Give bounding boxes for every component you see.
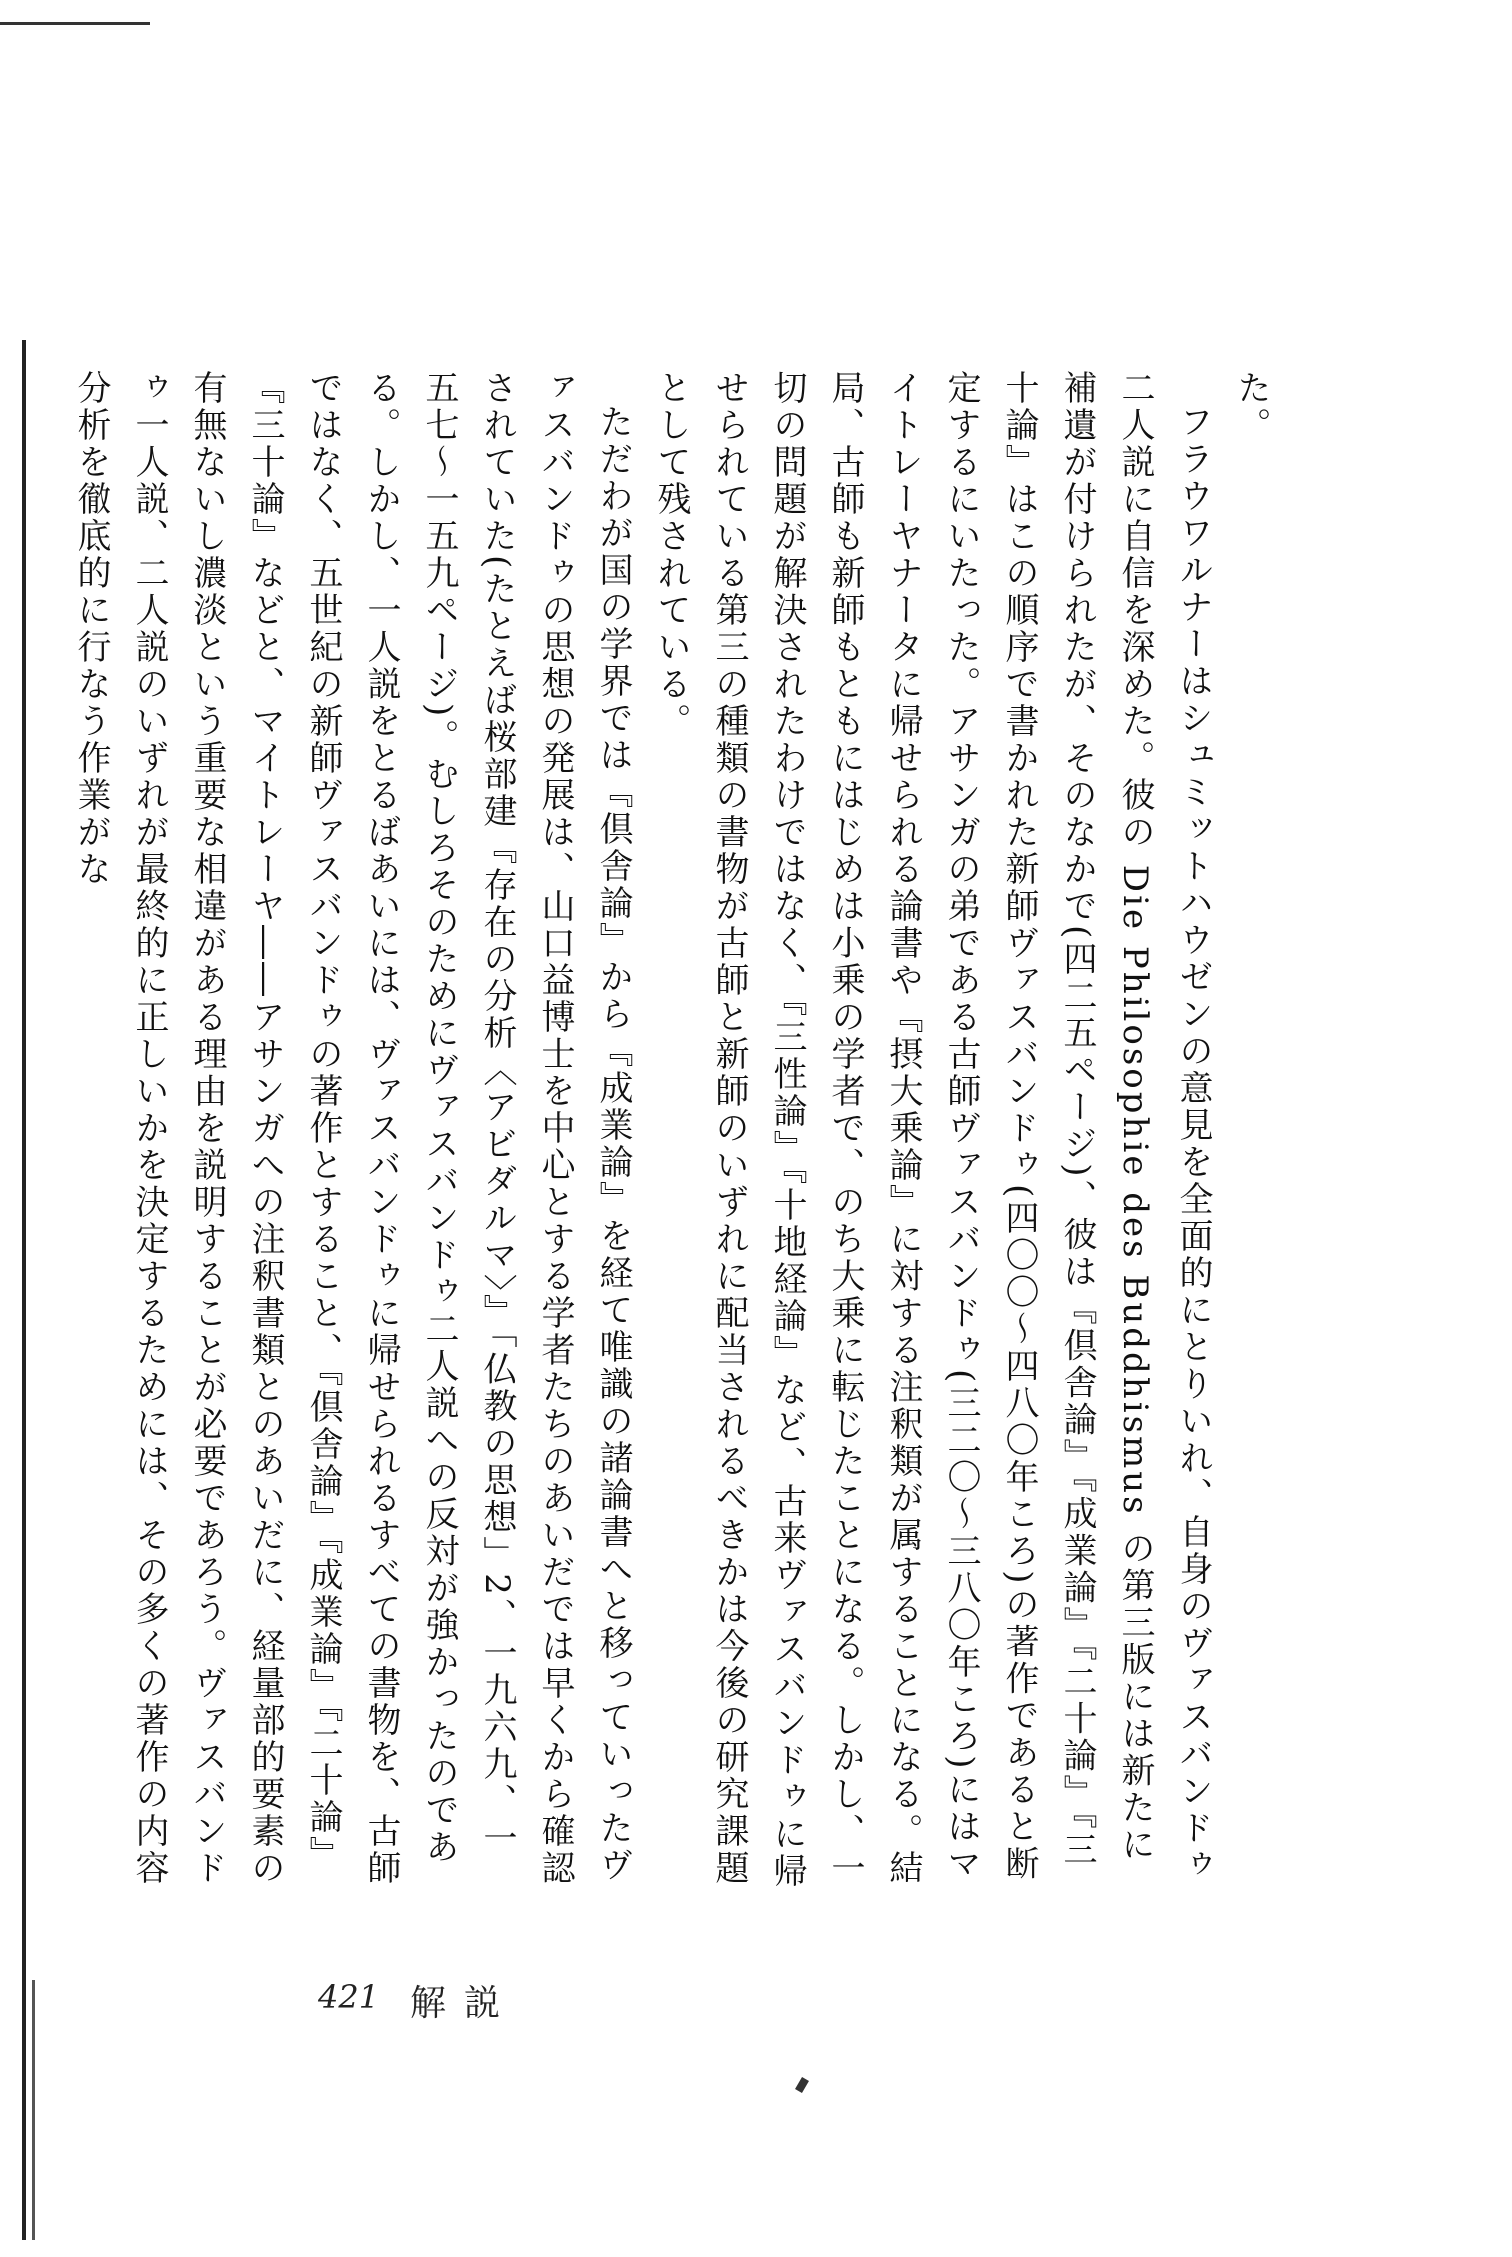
paragraph-japan-scholarship: ただわが国の学界では『倶舎論』から『成業論』を経て唯識の諸論書へと移っていったヴァスバンドゥの思想の発展は、山口益博士を中心とする学者たちのあいだでは早くから確認されていた(たとえば桜部建『存在の分析〈アビダルマ〉』「仏教の思想」2、一九六九、一五七〜一五九ページ)。むしろそのためにヴァスバンドゥ二人説への反対が強かったのである。しかし、一人説をとるばあいには、ヴァスバンドゥに帰せられるすべての書物を、古師ではなく、五世紀の新師ヴァスバンドゥの著作とすること、『倶舎論』『成業論』『二十論』『三十論』などと、マイトレーヤ――アサンガへの注釈書類とのあいだに、経量部的要素の有無ないし濃淡という重要な相違がある理由を説明することが必要であろう。ヴァスバンドゥ一人説、二人説のいずれが最終的に正しいかを決定するためには、その多くの著作の内容分析を徹底的に行なう作業がな xyxy=(71,370,633,1887)
binding-edge-inner xyxy=(32,1980,35,2240)
paragraph-frauwallner: フラウワルナーはシュミットハウゼンの意見を全面的にとりいれ、自身のヴァスバンドゥ二人説に自信を深めた。彼の Die Philosophie des Buddhismus の第三版には新たに補遺が付けられたが、そのなかで(四二五ページ)、彼は『倶舎論』『成業論』『二十論』『三十論』はこの順序で書かれた新師ヴァスバンドゥ(四〇〇〜四八〇年ころ)の著作であると断定するにいたった。アサンガの弟である古師ヴァスバンドゥ(三二〇〜三八〇年ころ)にはマイトレーヤナータに帰せられる論書や『摂大乗論』に対する注釈類が属することになる。結局、古師も新師もともにはじめは小乗の学者で、のち大乗に転じたことになる。しかし、一切の問題が解決されたわけではなく、『三性論』『十地経論』など、古来ヴァスバンドゥに帰せられている第三の種類の書物が古師と新師のいずれに配当されるべきかは今後の研究課題として残されている。 xyxy=(651,370,1213,1890)
body-text xyxy=(71,370,1280,1890)
paragraph-continuation: た。 xyxy=(1231,370,1271,444)
binding-edge xyxy=(22,340,26,2240)
top-rule xyxy=(0,22,150,25)
running-head: 解説 xyxy=(410,1983,519,2024)
page-number: 421 xyxy=(318,1978,380,2016)
ink-speck xyxy=(795,2077,809,2093)
